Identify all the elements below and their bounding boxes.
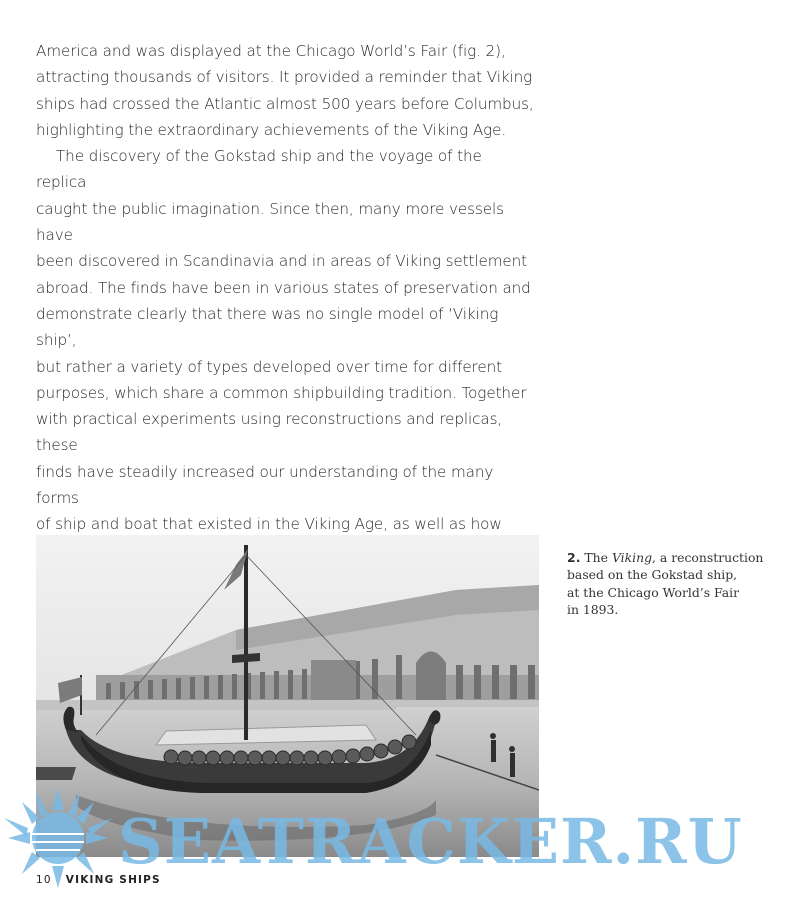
text-line: America and was displayed at the Chicago World’s Fair (fig. 2),	[36, 42, 506, 60]
watermark-text: SEATRACKER.RU	[118, 805, 743, 878]
figure-caption	[567, 549, 767, 619]
page-footer	[36, 874, 161, 886]
text-line: finds have steadily increased our understanding of the many forms	[36, 462, 494, 508]
text-line: The discovery of the Gokstad ship and the voyage of the replica	[36, 147, 482, 192]
paragraph	[36, 143, 536, 590]
page-number: 10	[36, 874, 52, 886]
caption-prefix: The	[584, 550, 612, 565]
text-line: been discovered in Scandinavia and in areas of Viking settlement	[36, 252, 528, 271]
caption-line-2: based on the Gokstad ship,	[567, 567, 738, 583]
text-line: purposes, which share a common shipbuilding tradition. Together	[36, 383, 527, 402]
text-line: abroad. The finds have been in various states of preservation and	[36, 278, 531, 297]
text-line: highlighting the extraordinary achievements of the Viking Age.	[36, 120, 507, 139]
caption-line-3: at the Chicago World’s Fair	[567, 584, 740, 600]
text-line: ships had crossed the Atlantic almost 500 years before Columbus,	[36, 94, 534, 113]
running-head: VIKING SHIPS	[65, 874, 161, 886]
caption-ship-name: Viking	[611, 550, 653, 565]
figure-number: 2.	[567, 550, 581, 565]
caption-line-1: , a reconstruction	[652, 550, 764, 565]
text-line: attracting thousands of visitors. It provided a reminder that Viking	[36, 68, 533, 87]
text-line: caught the public imagination. Since then, many more vessels have	[36, 199, 504, 245]
text-line: with practical experiments using reconstructions and replicas, these	[36, 410, 503, 455]
text-line: of ship and boat that existed in the Viking Age, as well as how	[36, 515, 502, 534]
caption-line-4: in 1893.	[567, 602, 619, 618]
text-line: but rather a variety of types developed over time for different	[36, 357, 502, 376]
text-line: demonstrate clearly that there was no single model of ‘Viking ship’,	[36, 304, 499, 350]
paragraph	[36, 38, 536, 143]
